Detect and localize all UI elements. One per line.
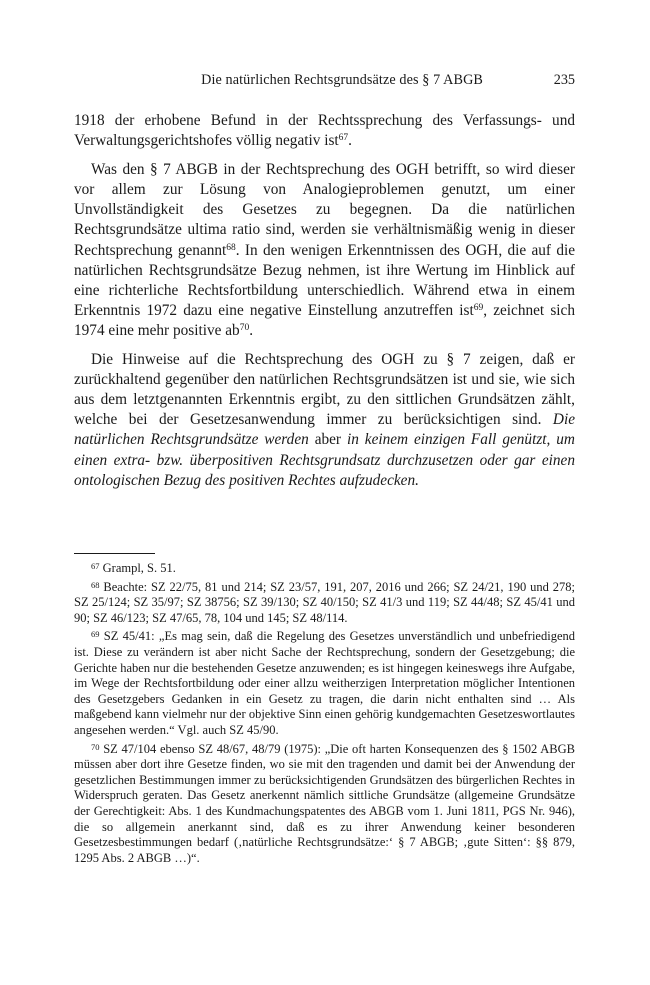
footnote-number: 69 <box>91 629 100 640</box>
paragraph <box>74 111 575 151</box>
emphasis-text: Die natürlichen Rechtsgrundsätze werden <box>74 411 575 449</box>
footnote-number: 70 <box>91 741 100 752</box>
footnote-ref: 70 <box>239 322 250 333</box>
footnote <box>74 561 575 577</box>
text-run: Was den § 7 ABGB in der Rechtsprechung des OGH betrifft, so wird dieser vor allem zur Lösung von Analogieproblemen genutzt, um einer Unvollständigkeit des Gesetzes zu begegnen. Da die natürlichen Rechtsgrundsätze ultima ratio sind, werden sie verhältnismäßig wenig in dieser Rechtsprechung genannt <box>74 161 575 259</box>
footnote-text: Grampl, S. 51. <box>102 561 176 575</box>
text-run: . <box>249 321 254 339</box>
footnotes <box>74 561 575 869</box>
text-run: Die Hinweise auf die Rechtsprechung des OGH zu § 7 zeigen, daß er zurückhaltend gegenüber den natürlichen Rechtsgrundsätzen ist und sie, wie sich aus dem letztgenannten Erkenntnis ergibt, zu den sittlichen Grundsätzen zählt, welche bei der Gesetzesanwendung immer zu berücksichtigen sind. <box>74 351 575 429</box>
footnote <box>74 742 575 867</box>
running-title: Die natürlichen Rechtsgrundsätze des § 7 ABGB <box>201 72 483 88</box>
text-run: . <box>348 132 352 150</box>
text-run: 1918 der erhobene Befund in der Rechtssprechung des Verfassungs- und Verwaltungsgerichtshofes völlig negativ ist <box>74 112 575 150</box>
paragraph <box>74 160 575 341</box>
footnote-number: 67 <box>91 561 100 571</box>
emphasis-text: in keinem einzigen Fall genützt, um einen extra- bzw. überpositiven Rechtsgrundsatz durchzusetzen oder gar einen ontologischen Bezug des positiven Rechtes aufzudecken. <box>74 431 575 489</box>
footnote-text: Beachte: SZ 22/75, 81 und 214; SZ 23/57, 191, 207, 2016 und 266; SZ 24/21, 190 und 278; SZ 25/124; SZ 35/97; SZ 38756; SZ 39/130; SZ 40/150; SZ 41/3 und 119; SZ 44/48; SZ 45/41 und 90; SZ 46/123; SZ 47/65, 78, 104 und 145; SZ 48/114. <box>74 579 575 625</box>
footnote-text: SZ 45/41: „Es mag sein, daß die Regelung des Gesetzes unverständlich und unbefriedigend ist. Diese zu verändern ist aber nicht Sache der Rechtsprechung, sondern der Gesetzgebung; die Gerichte haben nur die bestehenden Gesetze anzuwenden; es ist hingegen keineswegs ihre Aufgabe, im Wege der Rechtsfortbildung oder einer allzu weitherzigen Interpretation möglicher Intentionen des Gesetzgebers Gedanken in ein Gesetz zu tragen, die darin nicht enthalten sind … Als maßgebend kann vielmehr nur der objektive Sinn einen gehörig kundgemachten Gesetzeswortlautes angesehen werden.“ Vgl. auch SZ 45/90. <box>74 629 575 737</box>
body-text <box>74 111 575 500</box>
text-run: . In den wenigen Erkenntnissen des OGH, die auf die natürlichen Rechtsgrundsätze Bezug nehmen, ist ihre Wertung im Hinblick auf eine richterliche Rechtsfortbildung unterschiedlich. Während etwa in einem Erkenntnis 1972 dazu eine negative Einstellung anzutreffen ist <box>74 241 576 319</box>
footnote-text: SZ 47/104 ebenso SZ 48/67, 48/79 (1975): „Die oft harten Konsequenzen des § 1502 ABGB müssen aber dort ihre Gesetze finden, wo sie mit den tragenden und damit bei der Anwendung der gesetzlichen Bestimmungen immer zu berücksichtigenden Grundsätzen des bürgerlichen Rechtes in Widerspruch geraten. Das Gesetz anerkennt nämlich sittliche Grundsätze (allgemeine Grundsätze der Gerechtigkeit: Abs. 1 des Kundmachungspatentes des ABGB vom 1. Juni 1811, PGS Nr. 946), die so allgemein anerkannt sind, daß es zu ihrer Anwendung keiner besonderen Gesetzesbestimmungen bedarf (‚natürliche Rechtsgrundsätze:‘ § 7 ABGB; ‚gute Sitten‘: §§ 879, 1295 Abs. 2 ABGB …)“. <box>74 741 575 865</box>
footnote-rule <box>74 553 155 554</box>
footnote <box>74 580 575 627</box>
footnote-ref: 67 <box>338 133 349 144</box>
footnote <box>74 629 575 738</box>
paragraph <box>74 350 575 491</box>
footnote-ref: 69 <box>473 302 484 313</box>
text-run: aber <box>308 431 347 449</box>
text-run: , zeichnet sich 1974 eine mehr positive ab <box>74 301 575 339</box>
page-number: 235 <box>553 72 575 88</box>
running-header <box>74 72 575 92</box>
footnote-ref: 68 <box>226 242 236 253</box>
footnote-number: 68 <box>91 579 100 590</box>
